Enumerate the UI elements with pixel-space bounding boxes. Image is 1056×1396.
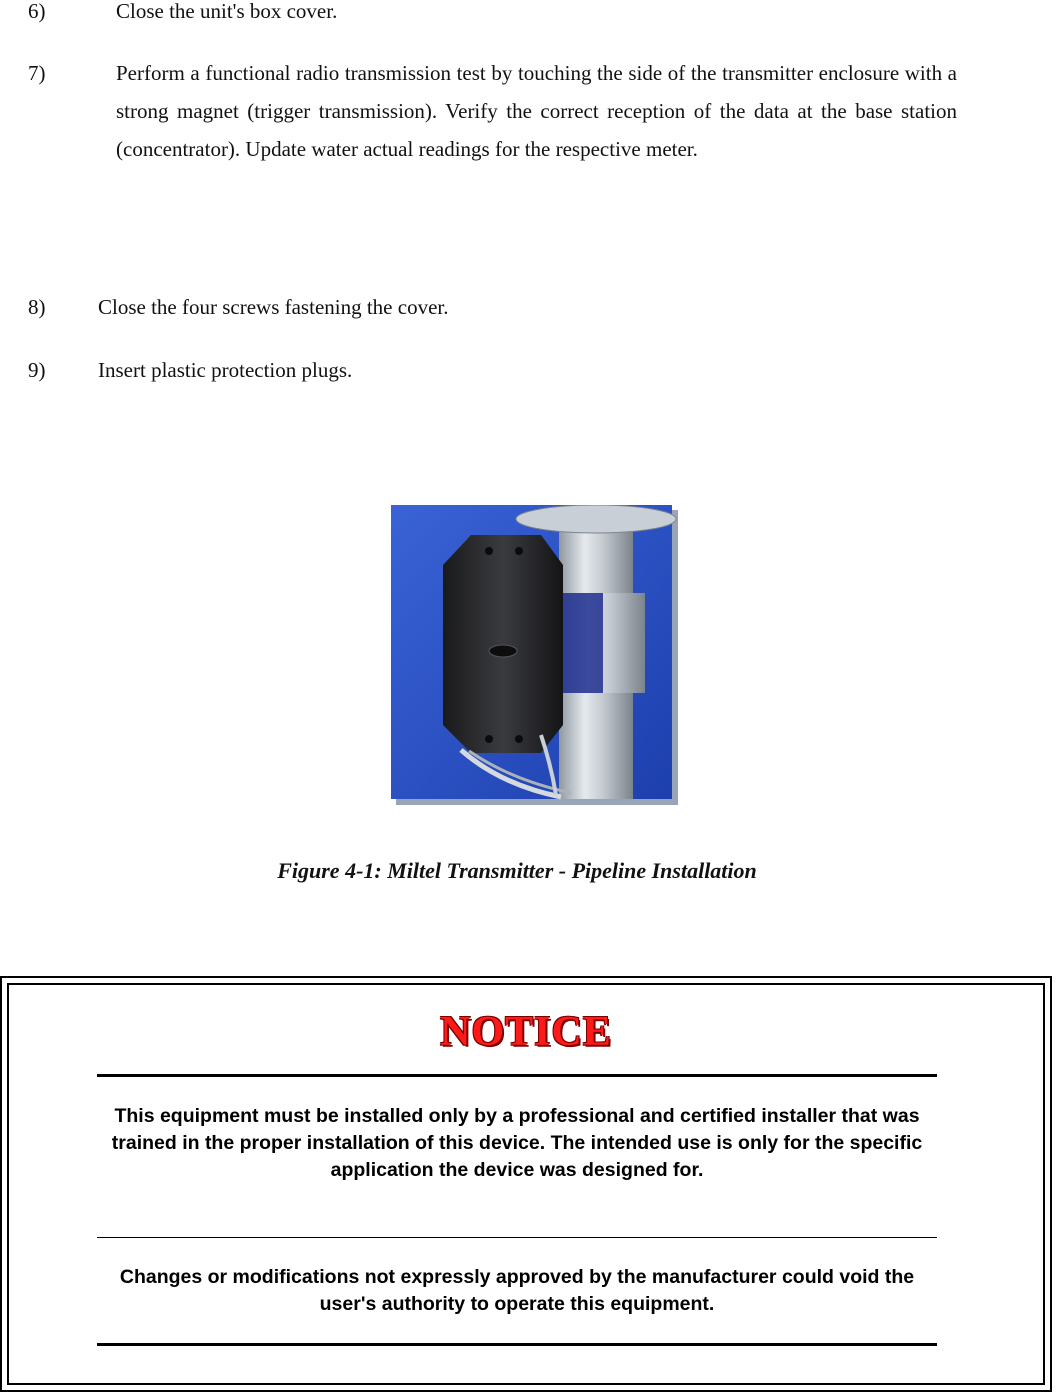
step-text: Insert plastic protection plugs. [98, 358, 353, 382]
step-number: 9) [28, 358, 46, 382]
transmitter-illustration [391, 505, 678, 805]
notice-paragraph-modifications: Changes or modifications not expressly approved by the manufacturer could void the user's authority to operate this equipment. [119, 1266, 915, 1315]
transmitter-photo [391, 505, 678, 805]
step-number: 7) [28, 61, 46, 85]
notice-paragraph-installation: This equipment must be installed only by a professional and certified installer that was trained in the proper installation of this device. The intended use is only for the specific application the device was designed for. [111, 1105, 923, 1181]
notice-title: NOTICE [440, 1009, 612, 1055]
step-number: 8) [28, 295, 46, 319]
step-text: Close the four screws fastening the cover. [98, 295, 449, 319]
figure-caption: Figure 4-1: Miltel Transmitter - Pipeline Installation [277, 858, 757, 883]
step-text: Perform a functional radio transmission test by touching the side of the transmitter enclosure with a strong magnet (trigger transmission). Verify the correct reception of the data at the base station (concentrator). Update water actual readings for the respective meter. [116, 61, 957, 161]
notice-divider-middle [97, 1237, 937, 1238]
step-text: Close the unit's box cover. [116, 0, 338, 23]
notice-divider-top [97, 1074, 937, 1077]
notice-divider-bottom [97, 1343, 937, 1346]
step-number: 6) [28, 0, 46, 23]
